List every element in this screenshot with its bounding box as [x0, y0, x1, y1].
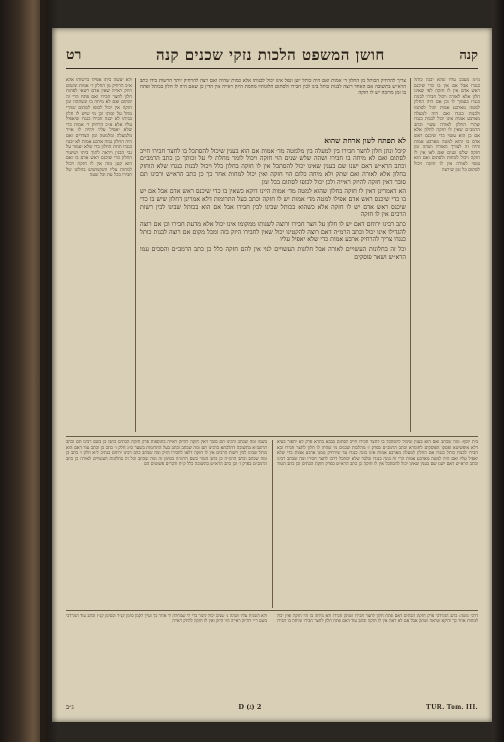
folio-number: רט — [66, 46, 82, 63]
right-margin-commentary — [410, 78, 480, 432]
main-text-column — [140, 137, 406, 433]
left-margin-commentary — [66, 78, 136, 432]
main-paragraph: כתב רבינו ירוחם דאם יש לו חלון על חצר חבירו ורוצה לשנותו ממקומו אינו יכול אלא מדעת חבירו וכן אם רוצה להגדילו אינו יכול וכתב הרמ״ה דאם רוצה להקטינו יכול שאין לחבירו היזק בזה ומכל מקום אם רוצה לבנות כותל כנגדו צריך להרחיק ארבע אמות כדי שלא יאפיל עליו — [140, 221, 406, 244]
left-commentary-text: ולא יעשה ביתו אפילו ברשותו אלא א״כ הרחיק מן החלון ד׳ אמות ומשום היזק ראייה שאין אדם רשאי לפתוח חלון לחצר חבירו ואם פתח הרי זה יסתום ואם לא מיחה בו ונשתהה זמן חזקה אין יכול לכופו לסתום שהרי מחל על זכותו וכן מי שיש לו חלון בביתו לא יבנה חבירו כנגדו שיאפיל עליו אלא א״כ הרחיק ד׳ אמות כדי שלא יאפיל עליו ויהיה לו אויר מלמעלה ומלמטה ומן הצדדים ואם היה החלון גבוה ארבע אמות לא יבנה כנגדו תחת החלון כדי שלא יעמוד על גבי הבנין ויראה לתוך ביתו ושיעור החלון כדי שיכנס ראש אדם בו ואם הוא קטן מזה אין לו חזקה ויכול למחות עליו והמשתמש בחלונו של חבירו בכל עת וכל שעה — [66, 78, 132, 179]
right-commentary-text: מ״מ מעכב עליו שלא יבנה כותל כנגדו אבל אם אין בו כדי שיכנס ראש אדם אין לו חזקה לפי שאינו חלון אלא לאורה ויכול חבירו לבנות כנגדו בסמוך לו וכן אם היה החלון למטה מארבע אמות יכול לסתמו ולבנות כנגדו ואם היה למעלה מארבע אמות אינו יכול לבנות כנגדו שהרי החלון לאורה עשוי וכתב הרמב״ם שאין לו חזקה לחלון אלא אם כן הוא עשוי כדי שיכנס ראש אדם בו והוא למטה מארבע אמות והיה זה לצורך האורה ושהה זמן חזקה שלש שנים ואם לאו אין לו חזקה ויכול למחות ולסתום ואם הוא עשוי לאורה אין לו חזקה ויכול לסתום כל זמן שירצה — [414, 78, 480, 173]
running-title: חושן המשפט הלכות נזקי שכנים קנה — [155, 45, 385, 64]
main-paragraph: קיבל ונתן חלון לחצר חבירו בין למעלה בין מלמטה מד׳ אמות אם הוא בענין שיכול להסתכל בו לחצר חבירו חייב לסתום ואם לא מיחה בו חבירו ושהה שלש שנים הוי חזקה ויכול לומר מחלת לי על זכותך כן כתב הרמב״ם וכתב הרא״ש דאם ישנו שם בענין שאינו יכול להסתכל אין לו חזקה בחלון כלל ויכול לבנות כנגדו שלא הוחזק בחלון אלא לאורה ואם שתק ולא מיחה כלום הוי חזקה ואין יכול למחות אחר כך כן כתב הרא״ש ורבינו תם סובר דאין חזקה להיזק ראייה ולכן יכול לכופו לסתום בכל זמן — [140, 147, 406, 186]
main-paragraph: הא דאמרינן דאין לו חזקה בחלון שהוא למטה מד׳ אמות היינו דוקא כשאין בו כדי שיכנס ראש אדם אבל אם יש בו כדי שיכנס ראש אדם אפילו למטה מד׳ אמות יש לו חזקה וכתב בעל התרומות דלא אמרינן דחלון שיש בו כדי שיכנס ראש אדם יש לו חזקה אלא כשהוא בכותל שבינו לבין חבירו אבל אם הוא בכותל שבינו לבין רשות הרבים אין לו חזקה — [140, 188, 406, 219]
main-top-commentary — [140, 78, 406, 134]
volume-label: TUR. Tom. III. — [426, 703, 478, 711]
main-paragraph: וכל זה בחלונות העשויים לאורה אבל חלונות העשויים לנוי אין להם חזקה כלל כן כתב הרמב״ם והסכים עמו הרא״ש ושאר פוסקים — [140, 246, 406, 261]
bottom-commentary-columns — [66, 440, 478, 608]
page-footer — [66, 700, 478, 714]
bottom-notes-text: דרכי משה: כתב המרדכי פרק חזקת הבתים דאם פתח חלון לחצר חבירו ושתק חבירו ולא מיחה בו הוי חזקה ואין יכול למחות אחר כך ודוקא שראה ושתק אבל אם לא ראה אין לו חזקה וכתב עוד דאם פתח חלון לחצר חבירו ומיחה בו חבירו ולא השגיח עליו ושהה ג׳ שנים יכול לומר ברי לי שמחלת לי אחר כך ועיין לקמן סימן קנ״ד ובסימן קנ״ז וכתב עוד המרדכי בשם ר״י דהיזק ראייה הוי היזק ואין לו חזקה להיזק ראייה — [66, 614, 478, 625]
section-divider — [66, 436, 478, 437]
facing-page-edge — [492, 0, 504, 742]
spine-shadow — [40, 0, 58, 742]
signature-mark: D (ג) 2 — [238, 703, 262, 711]
bottom-commentary-text: בית יוסף: ומה שכתב ואם הוא בענין שיכול להסתכל בו לחצר חבירו חייב לסתום בבבא בתרא פרק לא יחפור בעיא דלא איפשיטא ופסקו הפוסקים לחומרא וכתב הרמב״ם בפרק ז׳ מהלכות שכנים מי שהיה לו חלון לחצר חבירו ובא חבירו לבנות כותל כנגדו אם החלון למעלה מארבע אמות אינו בונה כנגדו עד שירחיק ממנו ארבע אמות כדי שלא יאפיל עליו ואם היה למטה מארבע אמות הרי זה בונה כנגדו ובלבד שלא יסתכל דרכו לחצר חבירו ומה שכתב רבינו וכתב הרא״ש דאם ישנו שם בענין שאינו יכול להסתכל אין לו חזקה כן כתב הרא״ש בפרק חזקת הבתים וכן כתב הטור בשמו ומה שכתב ורבינו תם סובר דאין חזקה להיזק ראייה בתוספות פרק חזקת הבתים כתבו כן בשם רבינו תם וכתב הרשב״א בתשובה דהלכתא כרבינו תם ומה שכתב וכתב בעל התרומות בשער ס״ג חלק ו׳ כתב כן וכתב עוד דאם הוא כותל שבינו לבין רשות הרבים אין לו חזקה דלאו לחבירו הזיק ומה שכתב כתב רבינו ירוחם בנתיב ל״א חלק ו׳ כתב כן ומה שכתב וכתב הרמ״ה כן כתב הטור בשם הרמ״ה בסימן זה ומה שכתב וכל זה בחלונות העשויים לאורה כן כתב הרמב״ם בפרק ז׳ וכן כתב הרא״ש בתשובה כלל ק״ח ודברים פשוטים הם — [66, 440, 478, 468]
top-commentary-text: צריך להרחיק הכותל מן החלון ד׳ אמות ואם היה כותל ישן ונפל אינו יכול לבנותו אלא כמות שהיה ואם רצה להרחיק יותר הרשות בידו כתב הרא״ש בתשובה אם האחד רוצה לבנות כותל בינו לבין חבירו ולסתום חלונותיו מחמת היזק ראייה אין הדין כן שאם היה לו חלון בכותל ופתח בו זמן מרובה יש לו חזקה — [140, 78, 406, 96]
main-lead-words: לא תפתח לשון ארחת שהוא — [324, 137, 406, 145]
section-divider — [66, 610, 478, 611]
bottom-notes-columns — [66, 614, 478, 698]
page-number: קנה — [459, 48, 478, 63]
page-header — [66, 42, 478, 69]
signature-hebrew: ג״ב — [66, 703, 74, 711]
